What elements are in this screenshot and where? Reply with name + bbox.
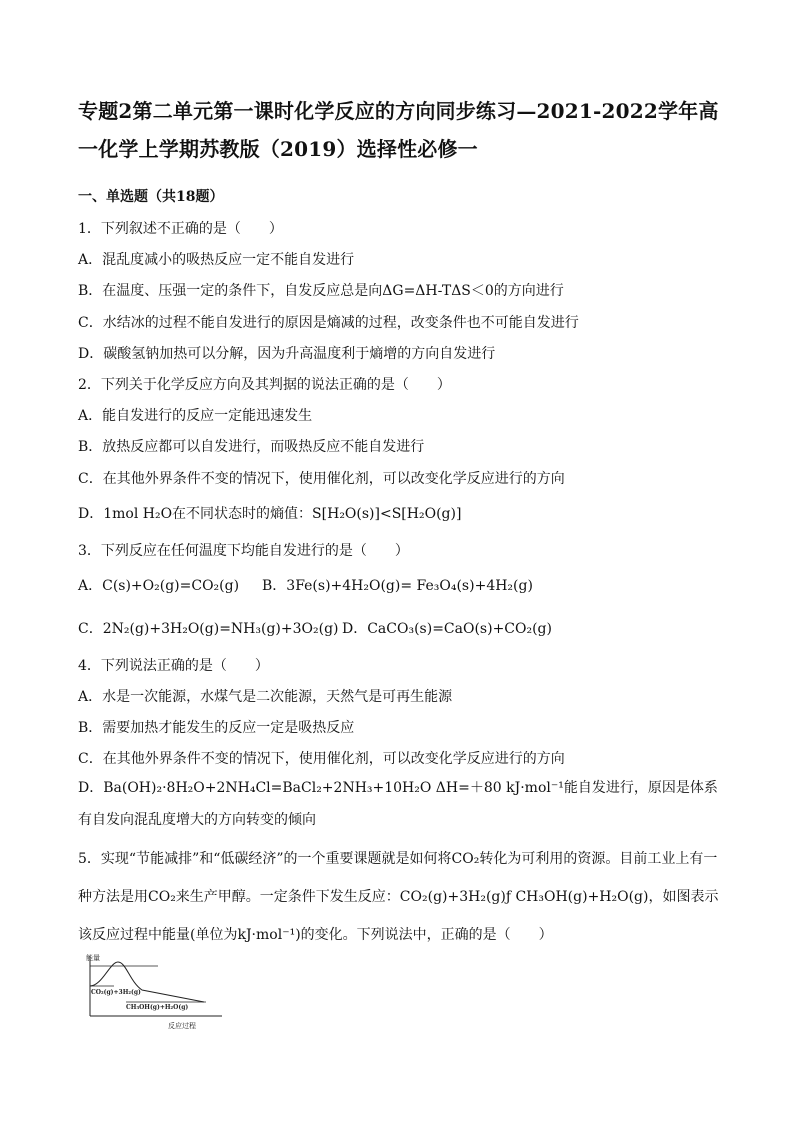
question-2-option-b: B．放热反应都可以自发进行，而吸热反应不能自发进行: [78, 439, 425, 455]
question-5-stem: 5．实现“节能减排”和“低碳经济”的一个重要课题就是如何将CO₂转化为可利用的资源。目前工业上有一种方法是用CO₂来生产甲醇。一定条件下发生反应：CO₂(g)+3H₂(g)ƒ CH₃OH(g)+H₂O(g)，如图表示该反应过程中能量(单位为kJ·mol⁻¹)的变化。下列说法中，正确的是（ ）: [78, 851, 719, 943]
question-2-stem: 2．下列关于化学反应方向及其判据的说法正确的是（ ）: [78, 377, 451, 393]
diagram-reactants-label: CO₂(g)+3H₂(g): [91, 989, 141, 996]
question-3-option-c: C．2N₂(g)+3H₂O(g)=NH₃(g)+3O₂(g): [78, 621, 339, 637]
question-4-option-d: D．Ba(OH)₂·8H₂O+2NH₄Cl=BaCl₂+2NH₃+10H₂O ΔH=＋80 kJ·mol⁻¹能自发进行，原因是体系有自发向混乱度增大的方向转变的倾向: [78, 780, 718, 828]
energy-curve: [90, 962, 204, 1002]
diagram-ylabel: 能量: [86, 954, 100, 962]
question-1-stem: 1．下列叙述不正确的是（ ）: [78, 221, 283, 237]
question-2-option-d: D．1mol H₂O在不同状态时的熵值：S[H₂O(s)]<S[H₂O(g)]: [78, 506, 462, 522]
question-4-option-b: B．需要加热才能发生的反应一定是吸热反应: [78, 720, 355, 736]
question-4-option-a: A．水是一次能源，水煤气是二次能源，天然气是可再生能源: [78, 689, 453, 705]
question-3-option-b: B．3Fe(s)+4H₂O(g)= Fe₃O₄(s)+4H₂(g): [262, 578, 533, 594]
question-1-option-c: C．水结冰的过程不能自发进行的原因是熵减的过程，改变条件也不可能自发进行: [78, 315, 579, 331]
question-3-option-d: D．CaCO₃(s)=CaO(s)+CO₂(g): [342, 621, 552, 637]
question-2-option-a: A．能自发进行的反应一定能迅速发生: [78, 408, 313, 424]
question-2-option-c: C．在其他外界条件不变的情况下，使用催化剂，可以改变化学反应进行的方向: [78, 471, 565, 487]
question-1-option-a: A．混乱度减小的吸热反应一定不能自发进行: [78, 252, 355, 268]
question-3-option-a: A．C(s)+O₂(g)=CO₂(g): [78, 578, 240, 594]
question-4-stem: 4．下列说法正确的是（ ）: [78, 658, 269, 674]
diagram-xlabel: 反应过程: [168, 1022, 196, 1030]
question-3-stem: 3．下列反应在任何温度下均能自发进行的是（ ）: [78, 543, 409, 559]
question-4-option-c: C．在其他外界条件不变的情况下，使用催化剂，可以改变化学反应进行的方向: [78, 751, 565, 767]
question-1-option-b: B．在温度、压强一定的条件下，自发反应总是向ΔG=ΔH-TΔS＜0的方向进行: [78, 283, 564, 299]
question-1-option-d: D．碳酸氢钠加热可以分解，因为升高温度利于熵增的方向自发进行: [78, 346, 496, 362]
energy-diagram: [86, 952, 226, 1032]
diagram-products-label: CH₃OH(g)+H₂O(g): [126, 1004, 189, 1011]
section-heading: 一、单选题（共18题）: [78, 189, 224, 205]
document-title: 专题2第二单元第一课时化学反应的方向同步练习—2021-2022学年高一化学上学期苏教版（2019）选择性必修一: [78, 99, 719, 161]
